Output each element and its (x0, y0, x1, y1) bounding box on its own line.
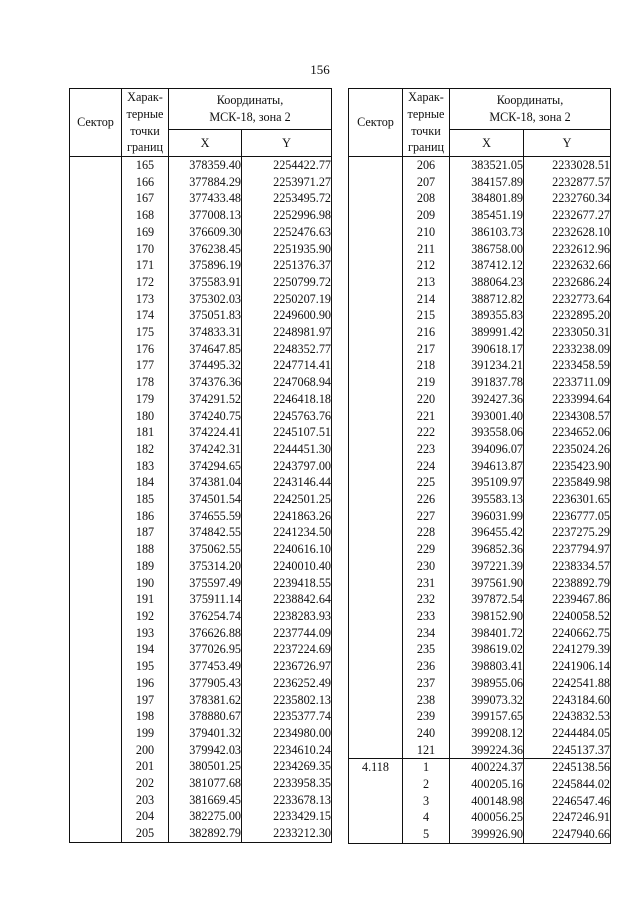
x-coordinate-cell: 395583.13 (450, 491, 524, 508)
x-coordinate-cell: 396852.36 (450, 541, 524, 558)
x-coordinate-cell: 389991.42 (450, 324, 524, 341)
x-coordinate-cell: 381669.45 (169, 792, 242, 809)
x-coordinate-cell: 391837.78 (450, 374, 524, 391)
y-coordinate-cell: 2238892.79 (524, 575, 611, 592)
x-coordinate-cell: 398803.41 (450, 658, 524, 675)
y-coordinate-cell: 2242501.25 (242, 491, 332, 508)
x-coordinate-cell: 388712.82 (450, 291, 524, 308)
y-coordinate-cell: 2242541.88 (524, 675, 611, 692)
point-cell: 228 (403, 524, 450, 541)
y-coordinate-cell: 2237224.69 (242, 641, 332, 658)
x-coordinate-cell: 376609.30 (169, 224, 242, 241)
y-coordinate-cell: 2240616.10 (242, 541, 332, 558)
point-cell: 229 (403, 541, 450, 558)
y-coordinate-cell: 2233238.09 (524, 341, 611, 358)
y-coordinate-cell: 2232677.27 (524, 207, 611, 224)
y-coordinate-cell: 2254422.77 (242, 157, 332, 174)
x-coordinate-cell: 389355.83 (450, 307, 524, 324)
coordinates-header: Координаты, МСК-18, зона 2 (169, 89, 332, 130)
point-cell: 240 (403, 725, 450, 742)
x-coordinate-cell: 376626.88 (169, 625, 242, 642)
characteristic-points-header: Харак- терные точки границ (122, 89, 169, 157)
page-number: 156 (310, 62, 330, 77)
point-cell: 233 (403, 608, 450, 625)
x-coordinate-cell: 399208.12 (450, 725, 524, 742)
y-coordinate-cell: 2247246.91 (524, 809, 611, 826)
point-cell: 217 (403, 341, 450, 358)
y-coordinate-cell: 2235802.13 (242, 692, 332, 709)
x-coordinate-cell: 399073.32 (450, 692, 524, 709)
x-coordinate-cell: 386103.73 (450, 224, 524, 241)
point-cell: 220 (403, 391, 450, 408)
table-row (349, 157, 611, 174)
x-coordinate-cell: 374655.59 (169, 508, 242, 525)
y-coordinate-cell: 2237744.09 (242, 625, 332, 642)
x-coordinate-cell: 382275.00 (169, 808, 242, 825)
point-cell: 213 (403, 274, 450, 291)
y-coordinate-cell: 2241234.50 (242, 524, 332, 541)
point-cell: 211 (403, 241, 450, 258)
x-coordinate-cell: 390618.17 (450, 341, 524, 358)
x-coordinate-cell: 377905.43 (169, 675, 242, 692)
y-coordinate-cell: 2246547.46 (524, 793, 611, 810)
table-row (349, 759, 611, 776)
y-coordinate-cell: 2232760.34 (524, 190, 611, 207)
point-cell: 197 (122, 692, 169, 709)
x-coordinate-cell: 378381.62 (169, 692, 242, 709)
point-cell: 198 (122, 708, 169, 725)
x-coordinate-cell: 377884.29 (169, 174, 242, 191)
point-cell: 210 (403, 224, 450, 241)
x-coordinate-cell: 400056.25 (450, 809, 524, 826)
point-cell: 4 (403, 809, 450, 826)
x-coordinate-cell: 375051.83 (169, 307, 242, 324)
point-cell: 200 (122, 742, 169, 759)
x-coordinate-cell: 375062.55 (169, 541, 242, 558)
point-cell: 205 (122, 825, 169, 842)
y-coordinate-cell: 2250799.72 (242, 274, 332, 291)
y-coordinate-cell: 2233458.59 (524, 357, 611, 374)
point-cell: 172 (122, 274, 169, 291)
point-cell: 174 (122, 307, 169, 324)
point-cell: 191 (122, 591, 169, 608)
point-cell: 209 (403, 207, 450, 224)
x-coordinate-cell: 396031.99 (450, 508, 524, 525)
point-cell: 204 (122, 808, 169, 825)
y-coordinate-cell: 2241279.39 (524, 641, 611, 658)
y-coordinate-cell: 2240010.40 (242, 558, 332, 575)
point-cell: 184 (122, 474, 169, 491)
y-coordinate-cell: 2252476.63 (242, 224, 332, 241)
x-coordinate-cell: 375302.03 (169, 291, 242, 308)
x-coordinate-cell: 374291.52 (169, 391, 242, 408)
x-coordinate-cell: 378359.40 (169, 157, 242, 174)
point-cell: 169 (122, 224, 169, 241)
x-coordinate-cell: 377453.49 (169, 658, 242, 675)
x-coordinate-cell: 394096.07 (450, 441, 524, 458)
y-coordinate-cell: 2249600.90 (242, 307, 332, 324)
point-cell: 218 (403, 357, 450, 374)
y-coordinate-cell: 2233050.31 (524, 324, 611, 341)
x-coordinate-cell: 374495.32 (169, 357, 242, 374)
y-coordinate-cell: 2245763.76 (242, 408, 332, 425)
y-coordinate-cell: 2234652.06 (524, 424, 611, 441)
y-coordinate-cell: 2235024.26 (524, 441, 611, 458)
x-coordinate-cell: 376238.45 (169, 241, 242, 258)
point-cell: 181 (122, 424, 169, 441)
y-coordinate-cell: 2243832.53 (524, 708, 611, 725)
x-coordinate-cell: 400205.16 (450, 776, 524, 793)
x-coordinate-cell: 374294.65 (169, 458, 242, 475)
point-cell: 206 (403, 157, 450, 174)
x-coordinate-cell: 375583.91 (169, 274, 242, 291)
x-coordinate-cell: 374647.85 (169, 341, 242, 358)
coordinates-table-right (348, 88, 611, 844)
point-cell: 238 (403, 692, 450, 709)
y-coordinate-cell: 2233958.35 (242, 775, 332, 792)
x-coordinate-cell: 374224.41 (169, 424, 242, 441)
y-coordinate-cell: 2243146.44 (242, 474, 332, 491)
x-coordinate-cell: 399926.90 (450, 826, 524, 843)
y-coordinate-cell: 2232612.96 (524, 241, 611, 258)
x-coordinate-cell: 392427.36 (450, 391, 524, 408)
y-coordinate-cell: 2234269.35 (242, 758, 332, 775)
point-cell: 168 (122, 207, 169, 224)
y-coordinate-cell: 2248981.97 (242, 324, 332, 341)
y-coordinate-cell: 2248352.77 (242, 341, 332, 358)
y-coordinate-cell: 2239467.86 (524, 591, 611, 608)
x-coordinate-cell: 375896.19 (169, 257, 242, 274)
point-cell: 183 (122, 458, 169, 475)
x-coordinate-cell: 387412.12 (450, 257, 524, 274)
y-coordinate-cell: 2234980.00 (242, 725, 332, 742)
y-coordinate-cell: 2233429.15 (242, 808, 332, 825)
x-coordinate-cell: 400224.37 (450, 759, 524, 776)
point-cell: 199 (122, 725, 169, 742)
point-cell: 207 (403, 174, 450, 191)
x-coordinate-cell: 374501.54 (169, 491, 242, 508)
x-coordinate-cell: 381077.68 (169, 775, 242, 792)
x-coordinate-cell: 395109.97 (450, 474, 524, 491)
sector-header: Сектор (70, 89, 122, 157)
x-coordinate-cell: 374242.31 (169, 441, 242, 458)
y-coordinate-cell: 2241863.26 (242, 508, 332, 525)
x-coordinate-cell: 386758.00 (450, 241, 524, 258)
x-coordinate-cell: 396455.42 (450, 524, 524, 541)
y-coordinate-cell: 2251935.90 (242, 241, 332, 258)
point-cell: 173 (122, 291, 169, 308)
y-coordinate-cell: 2232895.20 (524, 307, 611, 324)
point-cell: 201 (122, 758, 169, 775)
y-coordinate-cell: 2233212.30 (242, 825, 332, 842)
y-coordinate-cell: 2247714.41 (242, 357, 332, 374)
point-cell: 121 (403, 742, 450, 759)
point-cell: 179 (122, 391, 169, 408)
x-coordinate-cell: 383521.05 (450, 157, 524, 174)
point-cell: 239 (403, 708, 450, 725)
point-cell: 176 (122, 341, 169, 358)
point-cell: 192 (122, 608, 169, 625)
x-coordinate-cell: 377008.13 (169, 207, 242, 224)
y-coordinate-cell: 2246418.18 (242, 391, 332, 408)
point-cell: 3 (403, 793, 450, 810)
sector-cell (70, 157, 122, 843)
x-coordinate-cell: 378880.67 (169, 708, 242, 725)
x-coordinate-cell: 374842.55 (169, 524, 242, 541)
y-header: Y (242, 130, 332, 157)
x-coordinate-cell: 375314.20 (169, 558, 242, 575)
x-coordinate-cell: 398401.72 (450, 625, 524, 642)
y-coordinate-cell: 2244484.05 (524, 725, 611, 742)
x-coordinate-cell: 375911.14 (169, 591, 242, 608)
point-cell: 175 (122, 324, 169, 341)
point-cell: 224 (403, 458, 450, 475)
point-cell: 186 (122, 508, 169, 525)
point-cell: 234 (403, 625, 450, 642)
y-coordinate-cell: 2235377.74 (242, 708, 332, 725)
x-coordinate-cell: 393001.40 (450, 408, 524, 425)
y-coordinate-cell: 2236777.05 (524, 508, 611, 525)
point-cell: 182 (122, 441, 169, 458)
y-coordinate-cell: 2233028.51 (524, 157, 611, 174)
point-cell: 1 (403, 759, 450, 776)
y-coordinate-cell: 2233711.09 (524, 374, 611, 391)
point-cell: 178 (122, 374, 169, 391)
y-coordinate-cell: 2234308.57 (524, 408, 611, 425)
point-cell: 5 (403, 826, 450, 843)
point-cell: 216 (403, 324, 450, 341)
point-cell: 177 (122, 357, 169, 374)
y-coordinate-cell: 2253495.72 (242, 190, 332, 207)
point-cell: 187 (122, 524, 169, 541)
x-coordinate-cell: 397872.54 (450, 591, 524, 608)
point-cell: 223 (403, 441, 450, 458)
coordinates-table-left (69, 88, 332, 843)
point-cell: 221 (403, 408, 450, 425)
x-coordinate-cell: 394613.87 (450, 458, 524, 475)
y-coordinate-cell: 2237794.97 (524, 541, 611, 558)
point-cell: 193 (122, 625, 169, 642)
x-coordinate-cell: 393558.06 (450, 424, 524, 441)
point-cell: 215 (403, 307, 450, 324)
x-coordinate-cell: 384801.89 (450, 190, 524, 207)
point-cell: 2 (403, 776, 450, 793)
y-coordinate-cell: 2240662.75 (524, 625, 611, 642)
point-cell: 237 (403, 675, 450, 692)
x-coordinate-cell: 377433.48 (169, 190, 242, 207)
y-coordinate-cell: 2247940.66 (524, 826, 611, 843)
point-cell: 165 (122, 157, 169, 174)
y-coordinate-cell: 2250207.19 (242, 291, 332, 308)
y-coordinate-cell: 2234610.24 (242, 742, 332, 759)
point-cell: 225 (403, 474, 450, 491)
y-coordinate-cell: 2232628.10 (524, 224, 611, 241)
y-coordinate-cell: 2245138.56 (524, 759, 611, 776)
point-cell: 167 (122, 190, 169, 207)
point-cell: 202 (122, 775, 169, 792)
y-coordinate-cell: 2232773.64 (524, 291, 611, 308)
point-cell: 203 (122, 792, 169, 809)
x-coordinate-cell: 399157.65 (450, 708, 524, 725)
x-coordinate-cell: 374381.04 (169, 474, 242, 491)
point-cell: 170 (122, 241, 169, 258)
point-cell: 180 (122, 408, 169, 425)
y-coordinate-cell: 2245844.02 (524, 776, 611, 793)
sector-header: Сектор (349, 89, 403, 157)
y-coordinate-cell: 2238842.64 (242, 591, 332, 608)
x-coordinate-cell: 379942.03 (169, 742, 242, 759)
point-cell: 196 (122, 675, 169, 692)
x-coordinate-cell: 375597.49 (169, 575, 242, 592)
y-coordinate-cell: 2235423.90 (524, 458, 611, 475)
y-coordinate-cell: 2251376.37 (242, 257, 332, 274)
point-cell: 208 (403, 190, 450, 207)
coordinates-header: Координаты, МСК-18, зона 2 (450, 89, 611, 130)
point-cell: 236 (403, 658, 450, 675)
y-coordinate-cell: 2238334.57 (524, 558, 611, 575)
point-cell: 166 (122, 174, 169, 191)
characteristic-points-header: Харак- терные точки границ (403, 89, 450, 157)
x-coordinate-cell: 385451.19 (450, 207, 524, 224)
y-coordinate-cell: 2245137.37 (524, 742, 611, 759)
point-cell: 189 (122, 558, 169, 575)
point-cell: 230 (403, 558, 450, 575)
point-cell: 195 (122, 658, 169, 675)
x-header: X (450, 130, 524, 157)
point-cell: 232 (403, 591, 450, 608)
y-coordinate-cell: 2239418.55 (242, 575, 332, 592)
x-coordinate-cell: 398955.06 (450, 675, 524, 692)
point-cell: 227 (403, 508, 450, 525)
point-cell: 214 (403, 291, 450, 308)
y-coordinate-cell: 2232877.57 (524, 174, 611, 191)
x-coordinate-cell: 380501.25 (169, 758, 242, 775)
x-coordinate-cell: 384157.89 (450, 174, 524, 191)
y-coordinate-cell: 2238283.93 (242, 608, 332, 625)
x-coordinate-cell: 388064.23 (450, 274, 524, 291)
point-cell: 194 (122, 641, 169, 658)
x-coordinate-cell: 399224.36 (450, 742, 524, 759)
point-cell: 171 (122, 257, 169, 274)
y-header: Y (524, 130, 611, 157)
point-cell: 226 (403, 491, 450, 508)
y-coordinate-cell: 2233994.64 (524, 391, 611, 408)
point-cell: 188 (122, 541, 169, 558)
y-coordinate-cell: 2232686.24 (524, 274, 611, 291)
sector-cell: 4.118 (349, 759, 403, 844)
x-coordinate-cell: 379401.32 (169, 725, 242, 742)
x-coordinate-cell: 376254.74 (169, 608, 242, 625)
x-coordinate-cell: 391234.21 (450, 357, 524, 374)
y-coordinate-cell: 2236301.65 (524, 491, 611, 508)
table-row (70, 157, 332, 174)
y-coordinate-cell: 2245107.51 (242, 424, 332, 441)
y-coordinate-cell: 2253971.27 (242, 174, 332, 191)
x-header: X (169, 130, 242, 157)
x-coordinate-cell: 397561.90 (450, 575, 524, 592)
y-coordinate-cell: 2244451.30 (242, 441, 332, 458)
point-cell: 212 (403, 257, 450, 274)
x-coordinate-cell: 398152.90 (450, 608, 524, 625)
point-cell: 190 (122, 575, 169, 592)
y-coordinate-cell: 2237275.29 (524, 524, 611, 541)
point-cell: 231 (403, 575, 450, 592)
point-cell: 185 (122, 491, 169, 508)
x-coordinate-cell: 400148.98 (450, 793, 524, 810)
y-coordinate-cell: 2243184.60 (524, 692, 611, 709)
y-coordinate-cell: 2235849.98 (524, 474, 611, 491)
x-coordinate-cell: 377026.95 (169, 641, 242, 658)
y-coordinate-cell: 2236726.97 (242, 658, 332, 675)
y-coordinate-cell: 2241906.14 (524, 658, 611, 675)
point-cell: 235 (403, 641, 450, 658)
point-cell: 222 (403, 424, 450, 441)
x-coordinate-cell: 398619.02 (450, 641, 524, 658)
y-coordinate-cell: 2233678.13 (242, 792, 332, 809)
y-coordinate-cell: 2240058.52 (524, 608, 611, 625)
y-coordinate-cell: 2232632.66 (524, 257, 611, 274)
y-coordinate-cell: 2236252.49 (242, 675, 332, 692)
x-coordinate-cell: 382892.79 (169, 825, 242, 842)
y-coordinate-cell: 2252996.98 (242, 207, 332, 224)
x-coordinate-cell: 397221.39 (450, 558, 524, 575)
x-coordinate-cell: 374833.31 (169, 324, 242, 341)
sector-cell (349, 157, 403, 759)
point-cell: 219 (403, 374, 450, 391)
y-coordinate-cell: 2247068.94 (242, 374, 332, 391)
y-coordinate-cell: 2243797.00 (242, 458, 332, 475)
x-coordinate-cell: 374376.36 (169, 374, 242, 391)
x-coordinate-cell: 374240.75 (169, 408, 242, 425)
